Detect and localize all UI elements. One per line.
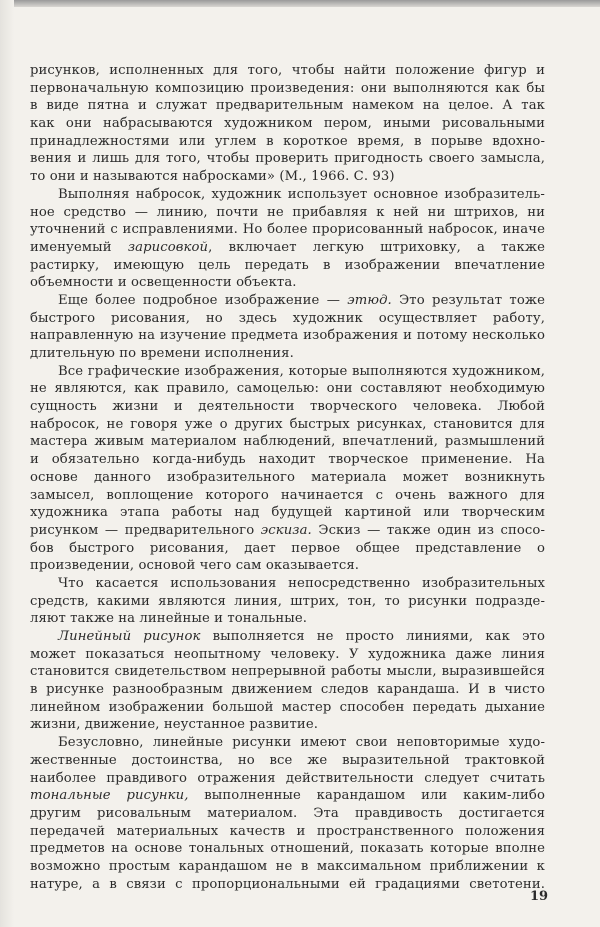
text-line bbox=[30, 274, 545, 292]
paragraph bbox=[30, 734, 545, 893]
text-segment: ное средство — линию, почти не прибавляя к ней ни штрихов, ни bbox=[30, 204, 545, 220]
text-segment: Эскиз — также один из спосо- bbox=[311, 522, 546, 538]
text-segment: предметов на основе тональных отношений, показать которые вполне bbox=[30, 841, 545, 857]
text-segment: жественные достоинства, но все же выразительной трактовкой bbox=[30, 752, 545, 768]
text-segment: ляют также на линейные и тональные. bbox=[30, 611, 308, 627]
text-segment: именуемый bbox=[30, 239, 128, 255]
text-segment: замысел, воплощение которого начинается с очень важного для bbox=[30, 487, 545, 503]
text-line bbox=[30, 62, 545, 80]
text-line bbox=[30, 451, 545, 469]
text-line bbox=[30, 398, 545, 416]
text-segment: , включает легкую штриховку, а также bbox=[208, 239, 545, 255]
text-line bbox=[30, 823, 545, 841]
paragraph bbox=[30, 363, 545, 575]
text-line bbox=[30, 610, 545, 628]
paragraph bbox=[30, 628, 545, 734]
text-segment: жизни, движение, неустанное развитие. bbox=[30, 717, 319, 733]
text-line bbox=[30, 504, 545, 522]
text-line bbox=[30, 115, 545, 133]
text-line bbox=[30, 327, 545, 345]
italic-term: эскиза. bbox=[260, 522, 312, 538]
text-segment: Это результат тоже bbox=[391, 292, 545, 308]
text-line bbox=[30, 363, 545, 381]
text-line bbox=[30, 628, 545, 646]
text-line bbox=[30, 257, 545, 275]
text-segment: наиболее правдивого отражения действительности следует считать bbox=[30, 770, 545, 786]
text-segment: линейном изображении большой мастер способен передать дыхание bbox=[30, 699, 545, 715]
paragraph bbox=[30, 62, 545, 186]
text-segment: сущность жизни и деятельности творческого человека. Любой bbox=[30, 399, 545, 415]
text-segment: принадлежностями или углем в короткое время, в порыве вдохно- bbox=[30, 133, 545, 149]
text-segment: вения и лишь для того, чтобы проверить пригодность своего замысла, bbox=[30, 151, 545, 167]
text-line bbox=[30, 221, 545, 239]
text-line bbox=[30, 168, 545, 186]
text-segment: Еще более подробное изображение — bbox=[58, 292, 348, 308]
text-segment: первоначальную композицию произведения: они выполняются как бы bbox=[30, 80, 545, 96]
text-segment: Все графические изображения, которые выполняются художником, bbox=[58, 363, 545, 379]
text-line bbox=[30, 380, 545, 398]
text-segment: то они и называются набросками» (М., 1966. С. 93) bbox=[30, 169, 395, 185]
text-line bbox=[30, 876, 545, 894]
text-segment: основе данного изобразительного материала может возникнуть bbox=[30, 469, 545, 485]
text-line bbox=[30, 487, 545, 505]
text-segment: уточнений с исправлениями. Но более прорисованный набросок, иначе bbox=[30, 222, 545, 238]
text-segment: Выполняя набросок, художник использует основное изобразитель- bbox=[58, 186, 545, 202]
text-line bbox=[30, 840, 545, 858]
text-line bbox=[30, 805, 545, 823]
text-line bbox=[30, 787, 545, 805]
page-number: 19 bbox=[530, 889, 549, 904]
text-line bbox=[30, 681, 545, 699]
text-line bbox=[30, 575, 545, 593]
text-line bbox=[30, 469, 545, 487]
text-segment: и обязательно когда-нибудь находит творческое применение. На bbox=[30, 452, 545, 468]
text-line bbox=[30, 433, 545, 451]
text-segment: в рисунке разнообразным движением следов карандаша. И в чисто bbox=[30, 682, 545, 698]
text-line bbox=[30, 80, 545, 98]
text-line bbox=[30, 186, 545, 204]
text-line bbox=[30, 416, 545, 434]
text-line bbox=[30, 716, 545, 734]
text-line bbox=[30, 150, 545, 168]
text-segment: рисунков, исполненных для того, чтобы найти положение фигур и bbox=[30, 63, 545, 78]
text-segment: быстрого рисования, но здесь художник осуществляет работу, bbox=[30, 310, 545, 326]
paragraph bbox=[30, 186, 545, 292]
text-segment: мастера живым материалом наблюдений, впечатлений, размышлений bbox=[30, 434, 545, 450]
italic-term: тональные рисунки, bbox=[30, 788, 189, 804]
text-line bbox=[30, 646, 545, 664]
text-segment: Что касается использования непосредственно изобразительных bbox=[58, 575, 545, 591]
italic-term: этюд. bbox=[347, 292, 392, 308]
text-line bbox=[30, 858, 545, 876]
text-segment: как они набрасываются художником пером, иными рисовальными bbox=[30, 116, 545, 132]
text-segment: другим рисовальным материалом. Эта правдивость достигается bbox=[30, 805, 545, 821]
text-line bbox=[30, 593, 545, 611]
text-line bbox=[30, 97, 545, 115]
text-segment: выполненные карандашом или каким-либо bbox=[188, 788, 545, 804]
text-line bbox=[30, 734, 545, 752]
text-line bbox=[30, 345, 545, 363]
text-segment: набросок, не говоря уже о других быстрых рисунках, становится для bbox=[30, 416, 545, 432]
text-line bbox=[30, 752, 545, 770]
text-segment: средств, какими являются линия, штрих, тон, то рисунки подразде- bbox=[30, 593, 545, 609]
text-segment: может показаться неопытному человеку. У художника даже линия bbox=[30, 646, 545, 662]
text-line bbox=[30, 239, 545, 257]
paragraph bbox=[30, 575, 545, 628]
text-segment: художника этапа работы над будущей картиной или творческим bbox=[30, 505, 545, 521]
page-body-text bbox=[30, 62, 545, 893]
text-segment: произведении, основой чего сам оказывается. bbox=[30, 558, 360, 574]
text-segment: в виде пятна и служат предварительным намеком на целое. А так bbox=[30, 98, 545, 114]
text-segment: передачей материальных качеств и пространственного положения bbox=[30, 823, 545, 839]
text-line bbox=[30, 770, 545, 788]
text-line bbox=[30, 133, 545, 151]
text-segment: возможно простым карандашом не в максимальном приближении к bbox=[30, 858, 545, 874]
text-line bbox=[30, 292, 545, 310]
text-segment: не являются, как правило, самоцелью: они составляют необходимую bbox=[30, 381, 545, 397]
text-segment: выполняется не просто линиями, как это bbox=[200, 629, 545, 644]
italic-term: Линейный рисунок bbox=[58, 629, 201, 644]
text-segment: становится свидетельством непрерывной работы мысли, выразившейся bbox=[30, 664, 545, 680]
text-segment: натуре, а в связи с пропорциональными ей градациями светотени. bbox=[30, 876, 545, 892]
text-segment: объемности и освещенности объекта. bbox=[30, 275, 297, 291]
text-segment: рисунком — предварительного bbox=[30, 522, 261, 538]
page-gutter-shadow bbox=[0, 0, 14, 927]
text-line bbox=[30, 699, 545, 717]
text-segment: бов быстрого рисования, дает первое общее представление о bbox=[30, 540, 545, 556]
text-line bbox=[30, 540, 545, 558]
text-line bbox=[30, 557, 545, 575]
paragraph bbox=[30, 292, 545, 363]
text-segment: длительную по времени исполнения. bbox=[30, 346, 294, 361]
scan-top-edge bbox=[0, 0, 600, 7]
text-line bbox=[30, 522, 545, 540]
text-line bbox=[30, 663, 545, 681]
text-segment: растирку, имеющую цель передать в изображении впечатление bbox=[30, 257, 545, 273]
italic-term: зарисовкой bbox=[127, 239, 209, 255]
text-segment: направленную на изучение предмета изображения и потому несколько bbox=[30, 328, 545, 344]
text-line bbox=[30, 204, 545, 222]
text-line bbox=[30, 310, 545, 328]
text-segment: Безусловно, линейные рисунки имеют свои неповторимые худо- bbox=[58, 735, 545, 751]
